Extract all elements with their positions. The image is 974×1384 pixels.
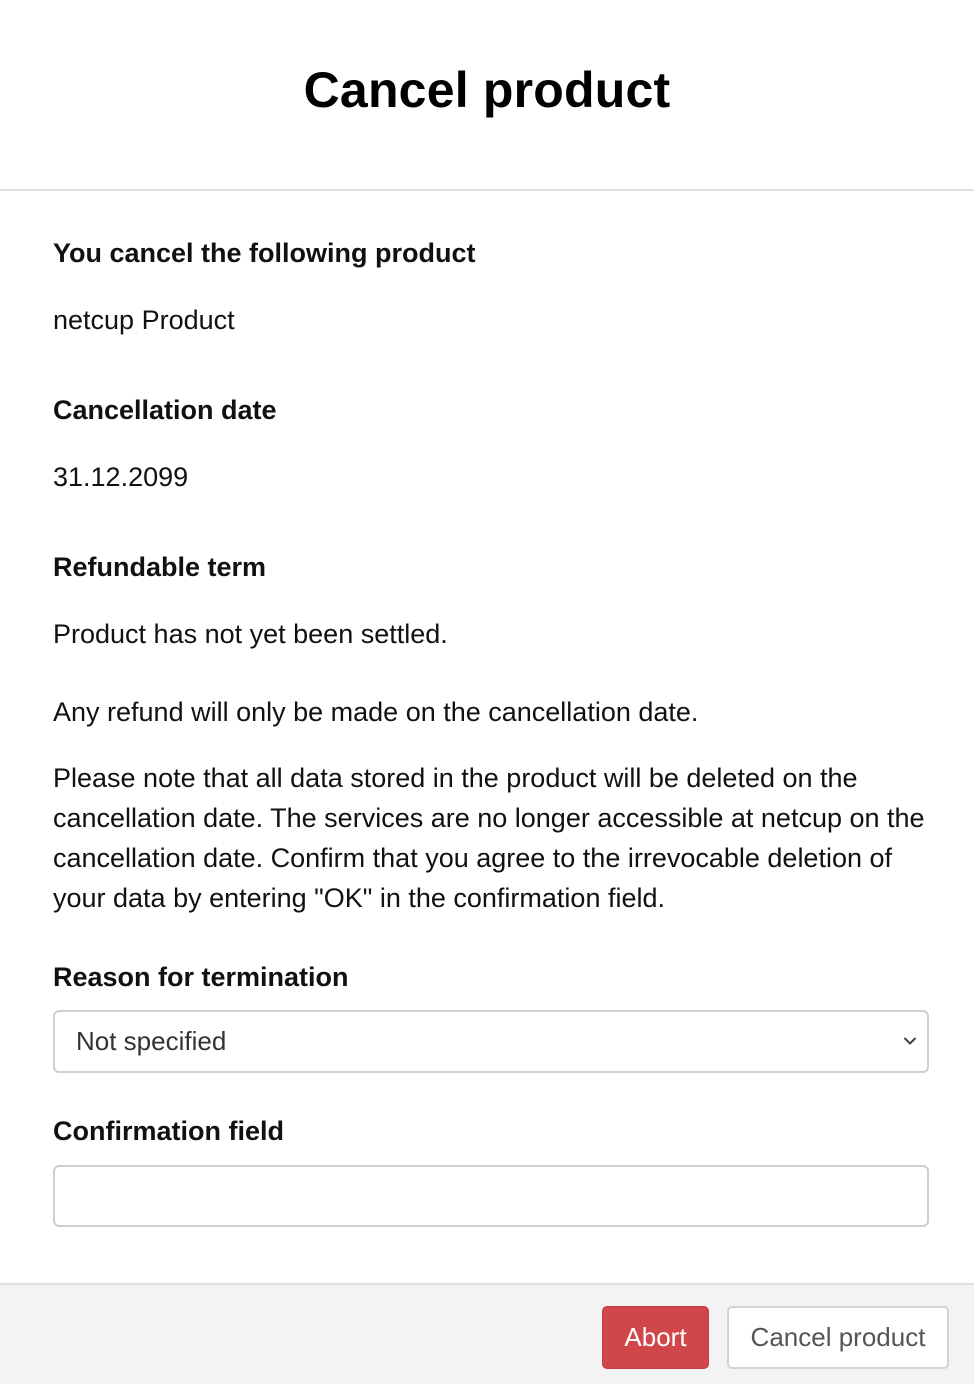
- reason-label: Reason for termination: [53, 962, 349, 992]
- confirmation-input[interactable]: [53, 1165, 929, 1227]
- product-label: You cancel the following product: [53, 238, 476, 268]
- refundable-term-value: Product has not yet been settled.: [53, 619, 448, 649]
- cancellation-date-label: Cancellation date: [53, 395, 277, 425]
- refund-notice: Any refund will only be made on the cancellation date.: [53, 697, 699, 727]
- dialog-footer: [0, 1283, 974, 1384]
- reason-select[interactable]: [53, 1010, 929, 1073]
- data-deletion-notice: Please note that all data stored in the product will be deleted on the cancellation date. The services are no longer accessible at netcup on the cancellation date. Confirm that you agree to the irrevocable deletion of your data by entering "OK" in the confirmation field.: [53, 763, 925, 913]
- confirmation-label: Confirmation field: [53, 1116, 284, 1146]
- cancel-product-button[interactable]: Cancel product: [727, 1306, 949, 1369]
- dialog-title: Cancel product: [303, 61, 671, 118]
- abort-button[interactable]: Abort: [602, 1306, 709, 1369]
- product-value: netcup Product: [53, 305, 235, 335]
- reason-select-value: Not specified: [76, 1026, 227, 1056]
- refundable-term-label: Refundable term: [53, 552, 267, 582]
- chevron-down-icon: [903, 1034, 917, 1048]
- dialog-header: [0, 0, 974, 191]
- cancellation-date-value: 31.12.2099: [53, 462, 189, 492]
